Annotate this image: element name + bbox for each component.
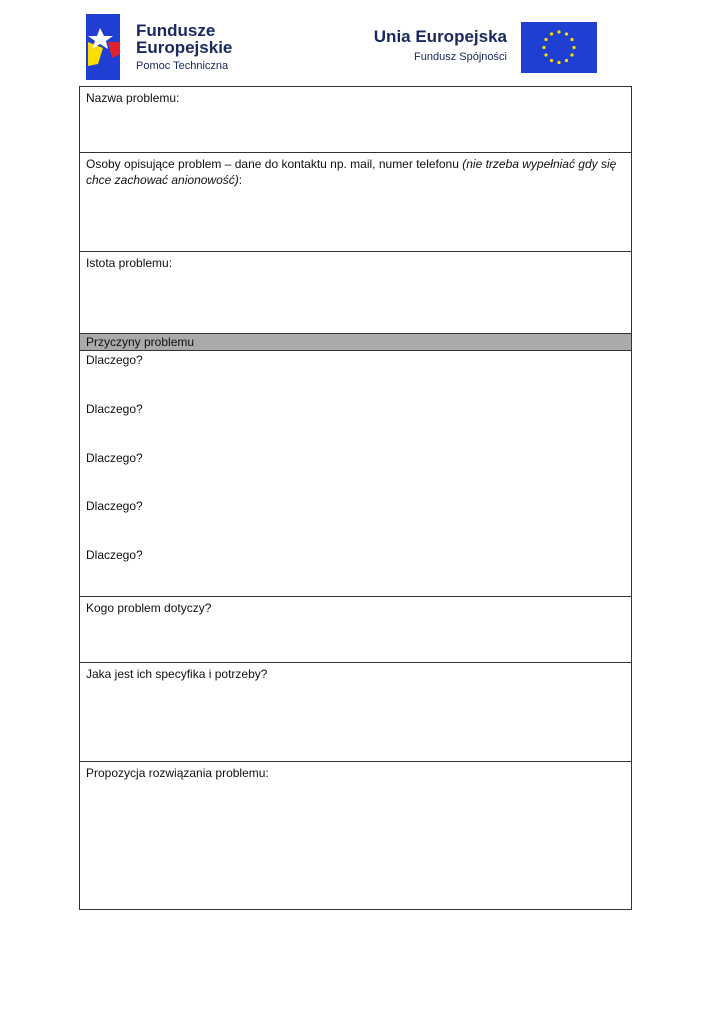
fundusze-europejskie-icon — [86, 14, 120, 80]
problem-name-label: Nazwa problemu: — [86, 91, 180, 105]
fundusze-europejskie-logo — [86, 14, 246, 82]
why-item: Dlaczego? — [86, 499, 143, 514]
specifics-label: Jaka jest ich specyfika i potrzeby? — [86, 667, 268, 681]
eu-subtitle: Fundusz Spójności — [414, 51, 507, 63]
problem-name-field[interactable] — [80, 87, 631, 153]
causes-header — [80, 334, 631, 351]
describers-field[interactable] — [80, 153, 631, 252]
solution-field[interactable] — [80, 762, 631, 910]
essence-label: Istota problemu: — [86, 256, 173, 270]
who-field[interactable] — [80, 597, 631, 663]
fe-subtitle: Pomoc Techniczna — [136, 60, 229, 72]
fe-title-line-1: Fundusze — [136, 21, 216, 40]
eu-title: Unia Europejska — [373, 27, 507, 46]
describers-note: (nie trzeba wypełniać gdy się chce zachować anionowość) — [86, 157, 617, 187]
why-item: Dlaczego? — [86, 353, 143, 367]
why-item: Dlaczego? — [86, 401, 143, 416]
fe-title-line-2: Europejskie — [136, 38, 233, 57]
why-item: Dlaczego? — [86, 450, 143, 465]
essence-field[interactable] — [80, 252, 631, 334]
problem-form — [79, 86, 632, 910]
solution-label: Propozycja rozwiązania problemu: — [86, 766, 269, 780]
who-label: Kogo problem dotyczy? — [86, 601, 212, 615]
why-item: Dlaczego? — [86, 548, 143, 563]
describers-colon: : — [238, 173, 243, 187]
causes-header-label: Przyczyny problemu — [86, 335, 195, 349]
causes-field[interactable] — [80, 351, 631, 597]
describers-label: Osoby opisujące problem – dane do kontaktu np. mail, numer telefonu — [86, 157, 463, 171]
eu-flag-icon — [521, 22, 597, 73]
eu-logo-text — [372, 28, 507, 63]
document-header — [0, 0, 725, 85]
specifics-field[interactable] — [80, 663, 631, 762]
